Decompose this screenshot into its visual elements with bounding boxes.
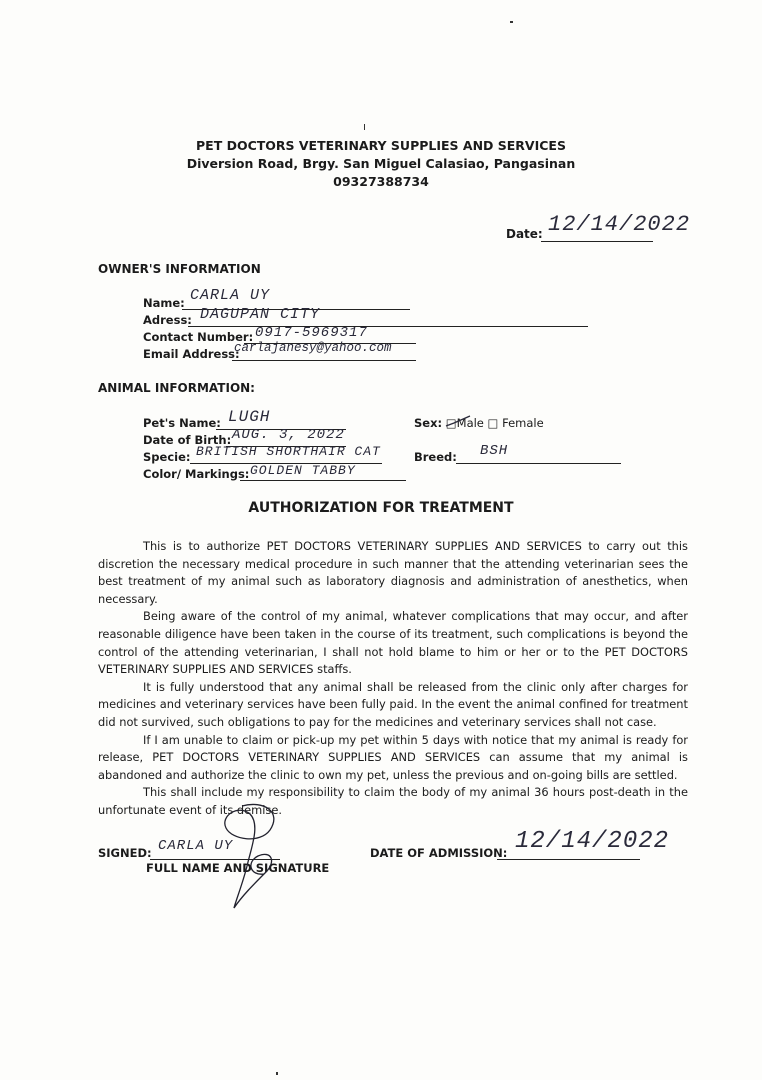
owner-contact-value: 0917-5969317 <box>255 325 368 341</box>
breed-label: Breed: <box>414 450 457 464</box>
animal-heading: ANIMAL INFORMATION: <box>98 381 255 395</box>
auth-paragraph-1: This is to authorize PET DOCTORS VETERINARY SUPPLIES AND SERVICES to carry out this discretion the necessary medical procedure in such manner that the attending veterinarian sees the best treatment of my animal such as laboratory diagnosis and administration of anesthetics, when necessary. <box>98 539 688 606</box>
scan-speck <box>276 1072 278 1075</box>
female-label: Female <box>502 416 544 430</box>
owner-heading: OWNER'S INFORMATION <box>98 262 261 276</box>
sex-field <box>414 416 544 430</box>
date-label: Date: <box>506 227 543 241</box>
owner-name-label: Name: <box>143 296 185 310</box>
signed-name-value: CARLA UY <box>158 838 234 854</box>
owner-name-value: CARLA UY <box>190 287 271 304</box>
auth-paragraph-3: It is fully understood that any animal shall be released from the clinic only after charges for medicines and veterinary services have been fully paid. In the event the animal confined for treatment did not survived, such obligations to pay for the medicines and veterinary services shall not case. <box>98 679 688 729</box>
authorization-title: AUTHORIZATION FOR TREATMENT <box>248 500 514 516</box>
date-line <box>541 240 653 242</box>
owner-address-value: DAGUPAN CITY <box>200 306 321 323</box>
specie-label: Specie: <box>143 450 191 464</box>
owner-email-value: carlajanesy@yahoo.com <box>234 341 392 355</box>
male-checkbox: □ <box>445 416 457 430</box>
sex-label: Sex: <box>414 416 443 430</box>
owner-contact-label: Contact Number: <box>143 330 254 344</box>
male-label: Male <box>456 416 484 430</box>
admission-date-value: 12/14/2022 <box>515 828 670 855</box>
sex-male-option <box>446 416 484 430</box>
admission-label: DATE OF ADMISSION: <box>370 846 508 860</box>
pet-name-value: LUGH <box>228 408 271 426</box>
dob-value: AUG. 3, 2022 <box>232 427 345 443</box>
color-value: GOLDEN TABBY <box>250 463 356 478</box>
signed-label: SIGNED: <box>98 846 152 860</box>
pet-name-label: Pet's Name: <box>143 416 221 430</box>
female-checkbox: □ <box>487 416 499 430</box>
full-name-caption: FULL NAME AND SIGNATURE <box>146 861 330 875</box>
owner-email-label: Email Address: <box>143 347 240 361</box>
scan-speck <box>364 124 365 130</box>
auth-paragraph-4: If I am unable to claim or pick-up my pet within 5 days with notice that my animal is ready for release, PET DOCTORS VETERINARY SUPPLIES AND SERVICES can assume that my animal is abandoned and authorize the clinic to own my pet, unless the previous and on-going bills are settled. <box>98 732 688 782</box>
business-phone: 09327388734 <box>333 174 429 189</box>
date-value: 12/14/2022 <box>548 212 691 237</box>
signature-scribble <box>212 800 292 912</box>
specie-value: BRITISH SHORTHAIR CAT <box>196 444 381 459</box>
business-address: Diversion Road, Brgy. San Miguel Calasiao, Pangasinan <box>186 156 576 171</box>
owner-address-label: Adress: <box>143 313 192 327</box>
authorization-body <box>98 538 688 820</box>
dob-label: Date of Birth: <box>143 433 232 447</box>
auth-paragraph-2: Being aware of the control of my animal, whatever complications that may occur, and after reasonable diligence have been taken in the course of its treatment, such complications is beyond the control of the attending veterinarian, I shall not hold blame to him or her or to the PET DOCTORS VETERINARY SUPPLIES AND SERVICES staffs. <box>98 609 688 677</box>
color-label: Color/ Markings: <box>143 467 250 481</box>
auth-paragraph-5: This shall include my responsibility to claim the body of my animal 36 hours post-death in the unfortunate event of its demise. <box>98 785 688 817</box>
male-check-mark <box>444 414 472 430</box>
business-name: PET DOCTORS VETERINARY SUPPLIES AND SERVICES <box>196 138 566 153</box>
breed-value: BSH <box>480 443 509 459</box>
scan-speck <box>510 21 513 23</box>
